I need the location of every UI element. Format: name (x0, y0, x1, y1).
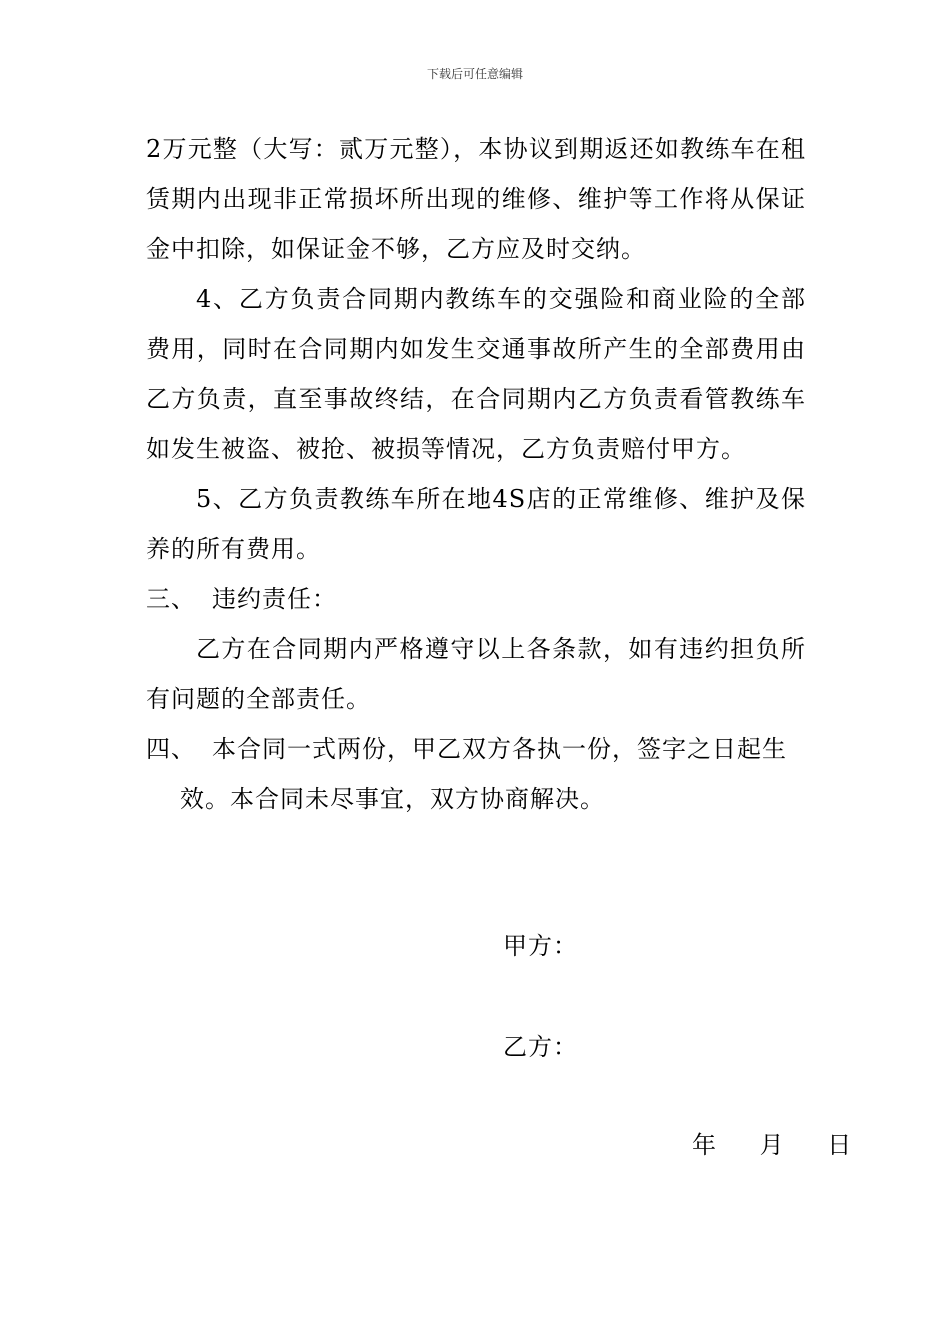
section-3-body: 乙方在合同期内严格遵守以上各条款，如有违约担负所有问题的全部责任。 (146, 635, 806, 713)
item-4-paragraph: 4、乙方负责合同期内教练车的交强险和商业险的全部费用，同时在合同期内如发生交通事故所产生的全部费用由乙方负责，直至事故终结，在合同期内乙方负责看管教练车如发生被盗、被抢、被损等情况，乙方负责赔付甲方。 (146, 285, 806, 463)
date-day-label: 日 (827, 1131, 853, 1159)
section-3-title: 违约责任： (212, 585, 337, 613)
deposit-paragraph: 2万元整（大写：贰万元整），本协议到期返还如教练车在租赁期内出现非正常损坏所出现的维修、维护等工作将从保证金中扣除，如保证金不够，乙方应及时交纳。 (146, 135, 806, 263)
section-4-line-2 (146, 774, 806, 824)
party-b-signature-label: 乙方： (503, 1033, 578, 1061)
section-4-line-1: 本合同一式两份，甲乙双方各执一份，签字之日起生 (212, 735, 787, 763)
party-a-signature-label: 甲方： (503, 932, 578, 960)
section-3-heading (146, 574, 806, 624)
item-5-paragraph: 5、乙方负责教练车所在地4S店的正常维修、维护及保养的所有费用。 (146, 485, 806, 563)
section-3-number: 三、 (146, 585, 196, 613)
header-note: 下载后可任意编辑 (426, 67, 523, 81)
section-4-heading (146, 724, 806, 774)
section-4-line-2-text: 效。本合同未尽事宜，双方协商解决。 (180, 785, 605, 813)
date-month-label: 月 (759, 1131, 785, 1159)
date-year-label: 年 (692, 1131, 717, 1159)
signature-date (692, 1130, 852, 1160)
contract-body (146, 124, 806, 824)
section-4-number: 四、 (146, 735, 196, 763)
